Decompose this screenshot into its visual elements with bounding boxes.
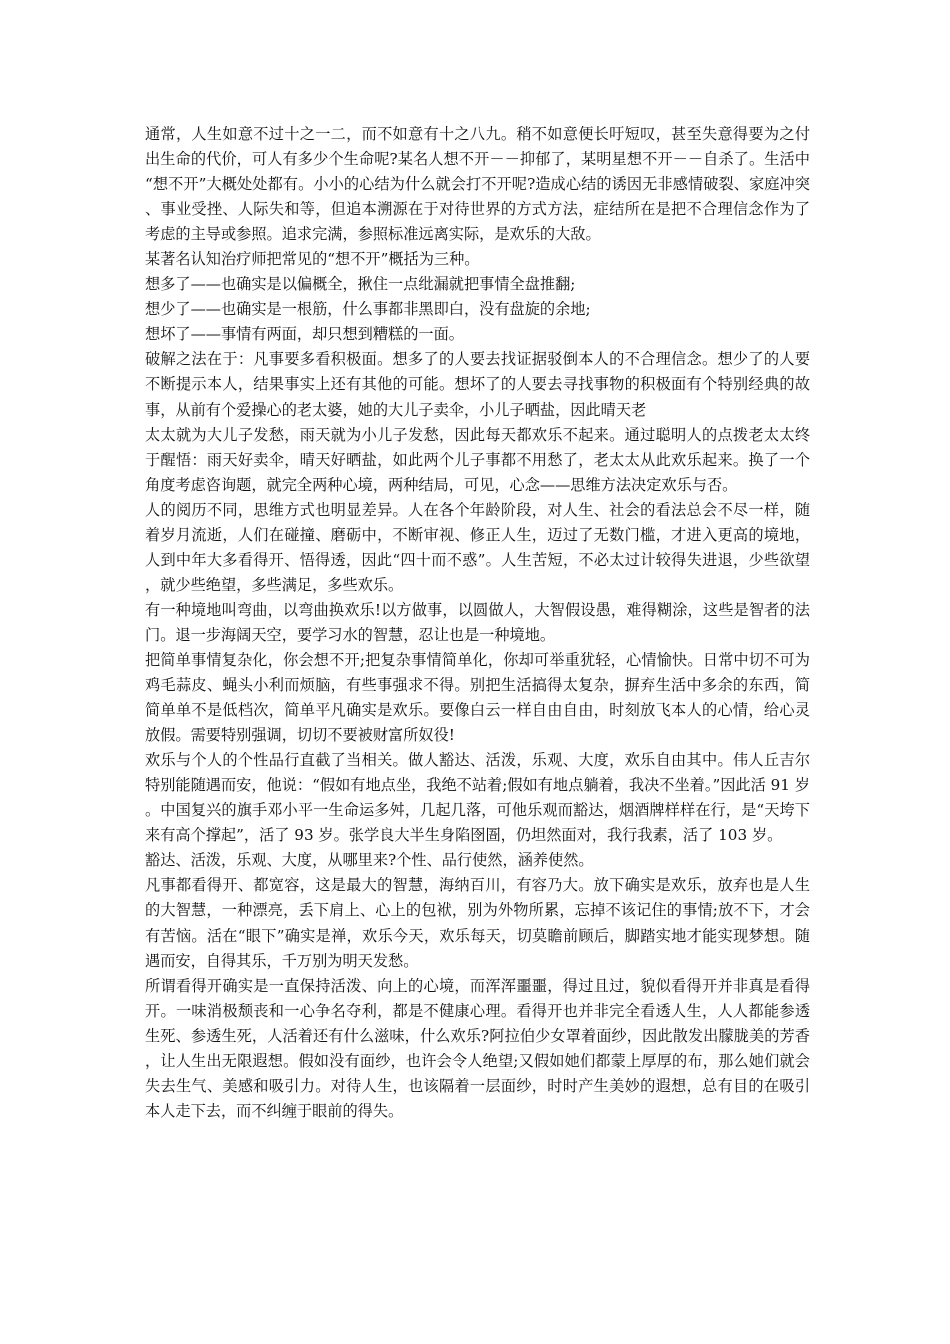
paragraph-think-too-little: 想少了——也确实是一根筋，什么事都非黑即白，没有盘旋的余地; <box>145 300 591 319</box>
paragraph-see-through: 所谓看得开确实是一直保持活泼、向上的心境，而浑浑噩噩，得过且过，貌似看得开并非真是看得开。一味消极颓丧和一心争名夺利，都是不健康心理。看得开也并非完全看透人生，人人都能参透生死、参透生死，人活着还有什么滋味，什么欢乐?阿拉伯少女罩着面纱，因此散发出朦胧美的芳香，让人生出无限遐想。假如没有面纱，也许会令人绝望;又假如她们都蒙上厚厚的布，那么她们就会失去生气、美感和吸引力。对待人生，也该隔着一层面纱，时时产生美妙的遐想，总有目的在吸引本人走下去，而不纠缠于眼前的得失。 <box>145 976 810 1120</box>
paragraph-intro: 通常，人生如意不过十之一二，而不如意有十之八九。稍不如意便长吁短叹，甚至失意得要为之付出生命的代价，可人有多少个生命呢?某名人想不开－－抑郁了，某明星想不开－－自杀了。生活中“想不开”大概处处都有。小小的心结为什么就会打不开呢?造成心结的诱因无非感情破裂、家庭冲突、事业受挫、人际失和等，但追本溯源在于对待世界的方式方法，症结所在是把不合理信念作为了考虑的主导或参照。追求完满，参照标准远离实际，是欢乐的大敌。 <box>145 125 810 244</box>
paragraph-think-too-much: 想多了——也确实是以偏概全，揪住一点纰漏就把事情全盘推翻; <box>145 275 576 294</box>
paragraph-old-lady-story: 太太就为大儿子发愁，雨天就为小儿子发愁，因此每天都欢乐不起来。通过聪明人的点拨老太太终于醒悟：雨天好卖伞，晴天好晒盐，如此两个儿子事都不用愁了，老太太从此欢乐起来。换了一个角度考虑咨询题，就完全两种心境，两种结局，可见，心念——思维方法决定欢乐与否。 <box>145 425 810 494</box>
paragraph-three-types: 某著名认知治疗师把常见的“想不开”概括为三种。 <box>145 250 480 269</box>
paragraph-solution: 破解之法在于：凡事要多看积极面。想多了的人要去找证据驳倒本人的不合理信念。想少了的人要不断提示本人，结果事实上还有其他的可能。想坏了的人要去寻找事物的积极面有个特别经典的故事，从前有个爱操心的老太婆，她的大儿子卖伞，小儿子晒盐，因此晴天老 <box>145 350 810 419</box>
paragraph-think-bad: 想坏了——事情有两面，却只想到糟糕的一面。 <box>145 325 464 344</box>
document-body <box>145 122 810 1124</box>
paragraph-personality: 欢乐与个人的个性品行直截了当相关。做人豁达、活泼，乐观、大度，欢乐自由其中。伟人丘吉尔特别能随遇而安，他说：“假如有地点坐，我绝不站着;假如有地点躺着，我决不坐着。”因此活 91 岁。中国复兴的旗手邓小平一生命运多舛，几起几落，可他乐观而豁达，烟酒牌样样在行，是“天垮下来有高个撑起”，活了 93 岁。张学良大半生身陷囹圄，仍坦然面对，我行我素，活了 103 岁。 <box>145 751 810 845</box>
paragraph-experience: 人的阅历不同，思维方式也明显差异。人在各个年龄阶段，对人生、社会的看法总会不尽一样，随着岁月流逝，人们在碰撞、磨砺中，不断审视、修正人生，迈过了无数门槛，才进入更高的境地，人到中年大多看得开、悟得透，因此“四十而不惑”。人生苦短，不必太过计较得失进退，少些欲望，就少些绝望，多些满足，多些欢乐。 <box>145 500 810 594</box>
paragraph-where-from: 豁达、活泼，乐观、大度，从哪里来?个性、品行使然，涵养使然。 <box>145 851 594 870</box>
paragraph-bending: 有一种境地叫弯曲，以弯曲换欢乐!以方做事，以圆做人，大智假设愚，难得糊涂，这些是智者的法门。退一步海阔天空，要学习水的智慧，忍让也是一种境地。 <box>145 600 810 644</box>
paragraph-simplify: 把简单事情复杂化，你会想不开;把复杂事情简单化，你却可举重犹轻，心情愉快。日常中切不可为鸡毛蒜皮、蝇头小利而烦脑，有些事强求不得。别把生活搞得太复杂，摒弃生活中多余的东西，简简单单不是低档次，简单平凡确实是欢乐。要像白云一样自由自由，时刻放飞本人的心情，给心灵放假。需要特别强调，切切不要被财富所奴役! <box>145 650 810 745</box>
paragraph-tolerance: 凡事都看得开、都宽容，这是最大的智慧，海纳百川，有容乃大。放下确实是欢乐，放弃也是人生的大智慧，一种漂亮，丢下肩上、心上的包袱，别为外物所累，忘掉不该记住的事情;放不下，才会有苦恼。活在“眼下”确实是禅，欢乐今天，欢乐每天，切莫瞻前顾后，脚踏实地才能实现梦想。随遇而安，自得其乐，千万别为明天发愁。 <box>145 876 810 970</box>
